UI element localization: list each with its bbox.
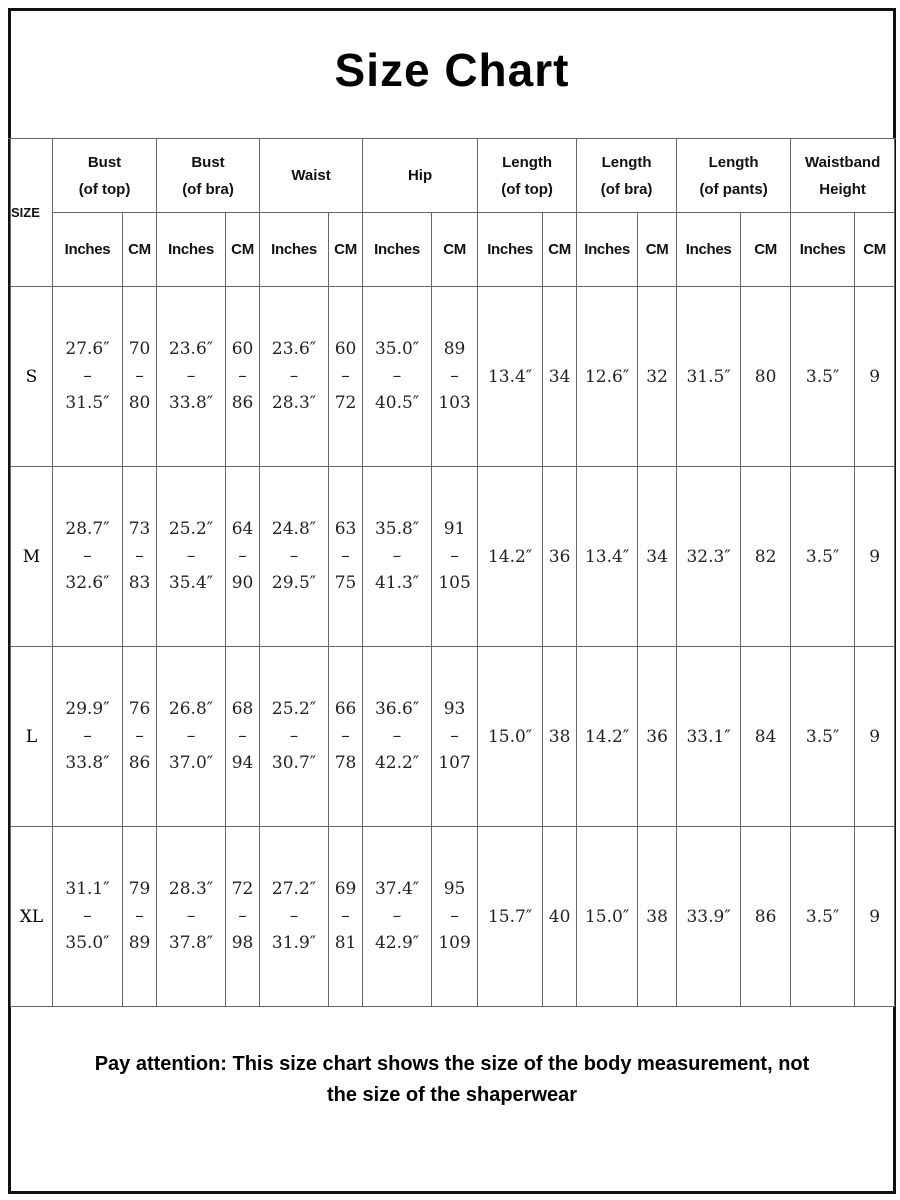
group-header-bust-bra: Bust (of bra) (157, 139, 260, 213)
measurement-cell: 33.1″ (677, 647, 741, 827)
unit-header: Inches (577, 213, 638, 287)
range-value: 27.6″ (65, 339, 110, 359)
unit-header: Inches (478, 213, 543, 287)
range-value: 89 (128, 933, 151, 953)
range-value: 79 (128, 879, 151, 899)
range-dash: – (83, 726, 92, 746)
table-row (11, 467, 895, 647)
range-value: 35.4″ (168, 573, 214, 593)
range-value: 76 (128, 699, 151, 719)
measurement-cell: 38 (638, 827, 677, 1007)
note-line-2: the size of the shaperwear (326, 1084, 578, 1106)
range-value: 72 (231, 879, 254, 899)
range-dash: – (186, 726, 196, 746)
range-value: 66 (334, 699, 357, 719)
unit-header: CM (638, 213, 677, 287)
measurement-range-cell (363, 827, 432, 1007)
measurement-cell: 40 (543, 827, 577, 1007)
range-value: 25.2″ (168, 519, 214, 539)
header-group-row (11, 139, 895, 213)
range-value: 75 (334, 573, 357, 593)
measurement-range-cell (53, 287, 123, 467)
measurement-range-cell (157, 467, 226, 647)
unit-header: CM (226, 213, 260, 287)
measurement-range-cell (363, 647, 432, 827)
group-header-waistband: Waistband Height (791, 139, 895, 213)
range-dash: – (289, 726, 299, 746)
measurement-range-cell (363, 287, 432, 467)
range-dash: – (238, 366, 247, 386)
group-header-length-bra: Length (of bra) (577, 139, 677, 213)
measurement-range-cell (123, 827, 157, 1007)
range-dash: – (341, 726, 350, 746)
measurement-cell: 34 (638, 467, 677, 647)
range-value: 31.9″ (271, 933, 317, 953)
range-dash: – (238, 906, 247, 926)
range-dash: – (186, 366, 196, 386)
measurement-cell: 31.5″ (677, 287, 741, 467)
range-dash: – (289, 366, 299, 386)
unit-header: Inches (791, 213, 855, 287)
range-value: 33.8″ (168, 393, 214, 413)
unit-header: CM (855, 213, 895, 287)
range-value: 42.9″ (374, 933, 420, 953)
range-value: 83 (128, 573, 151, 593)
range-value: 91 (443, 519, 466, 539)
range-dash: – (450, 366, 459, 386)
range-dash: – (341, 546, 350, 566)
measurement-range-cell (329, 827, 363, 1007)
measurement-cell: 3.5″ (791, 827, 855, 1007)
measurement-range-cell (329, 647, 363, 827)
measurement-cell: 32.3″ (677, 467, 741, 647)
measurement-cell: 82 (741, 467, 791, 647)
note-area (10, 1007, 894, 1191)
unit-header: CM (432, 213, 478, 287)
measurement-range-cell (53, 647, 123, 827)
range-value: 86 (231, 393, 254, 413)
range-dash: – (83, 366, 92, 386)
range-value: 37.4″ (374, 879, 420, 899)
range-value: 28.3″ (271, 393, 317, 413)
range-dash: – (450, 726, 459, 746)
measurement-cell: 34 (543, 287, 577, 467)
range-value: 70 (128, 339, 151, 359)
range-value: 73 (128, 519, 151, 539)
range-dash: – (341, 906, 350, 926)
range-value: 86 (128, 753, 151, 773)
note-line-1: Pay attention: This size chart shows the size of the body measurement, not (94, 1053, 810, 1075)
group-header-waist: Waist (260, 139, 363, 213)
unit-header: Inches (53, 213, 123, 287)
measurement-cell: 32 (638, 287, 677, 467)
range-value: 35.0″ (65, 933, 110, 953)
range-value: 26.8″ (168, 699, 214, 719)
unit-header: Inches (260, 213, 329, 287)
attention-note (95, 1049, 810, 1111)
measurement-cell: 13.4″ (577, 467, 638, 647)
range-dash: – (135, 546, 144, 566)
range-dash: – (83, 546, 92, 566)
range-dash: – (450, 906, 459, 926)
measurement-range-cell (123, 467, 157, 647)
measurement-cell: 13.4″ (478, 287, 543, 467)
measurement-range-cell (53, 467, 123, 647)
measurement-cell: 9 (855, 647, 895, 827)
range-dash: – (186, 546, 196, 566)
range-value: 72 (334, 393, 357, 413)
measurement-range-cell (260, 467, 329, 647)
measurement-cell: 9 (855, 287, 895, 467)
range-value: 35.0″ (374, 339, 420, 359)
size-label: L (11, 647, 53, 827)
range-value: 95 (443, 879, 466, 899)
measurement-cell: 15.7″ (478, 827, 543, 1007)
range-value: 60 (334, 339, 357, 359)
unit-header: Inches (157, 213, 226, 287)
range-dash: – (186, 906, 196, 926)
range-value: 93 (443, 699, 466, 719)
group-header-bust-top: Bust (of top) (53, 139, 157, 213)
measurement-cell: 3.5″ (791, 467, 855, 647)
measurement-range-cell (329, 287, 363, 467)
range-value: 27.2″ (271, 879, 317, 899)
size-label: M (11, 467, 53, 647)
range-dash: – (392, 906, 402, 926)
range-value: 90 (231, 573, 254, 593)
range-value: 30.7″ (271, 753, 317, 773)
measurement-range-cell (157, 827, 226, 1007)
size-label: S (11, 287, 53, 467)
measurement-range-cell (260, 287, 329, 467)
unit-header: CM (329, 213, 363, 287)
range-value: 36.6″ (374, 699, 420, 719)
measurement-cell: 3.5″ (791, 647, 855, 827)
table-row (11, 827, 895, 1007)
range-value: 23.6″ (271, 339, 317, 359)
range-dash: – (135, 366, 144, 386)
size-chart-table (10, 138, 895, 1007)
measurement-cell: 36 (638, 647, 677, 827)
range-dash: – (392, 546, 402, 566)
range-value: 31.1″ (65, 879, 110, 899)
measurement-cell: 9 (855, 827, 895, 1007)
range-value: 81 (334, 933, 357, 953)
unit-header: Inches (677, 213, 741, 287)
range-dash: – (83, 906, 92, 926)
header-unit-row (11, 213, 895, 287)
range-dash: – (135, 906, 144, 926)
range-value: 32.6″ (65, 573, 110, 593)
measurement-cell: 14.2″ (478, 467, 543, 647)
range-value: 25.2″ (271, 699, 317, 719)
range-dash: – (341, 366, 350, 386)
measurement-cell: 86 (741, 827, 791, 1007)
range-value: 69 (334, 879, 357, 899)
range-value: 41.3″ (374, 573, 420, 593)
unit-header: Inches (363, 213, 432, 287)
range-value: 89 (443, 339, 466, 359)
size-label: XL (11, 827, 53, 1007)
measurement-range-cell (226, 287, 260, 467)
measurement-range-cell (260, 647, 329, 827)
measurement-range-cell (329, 467, 363, 647)
table-row (11, 647, 895, 827)
measurement-cell: 80 (741, 287, 791, 467)
measurement-range-cell (123, 287, 157, 467)
measurement-cell: 33.9″ (677, 827, 741, 1007)
group-header-length-top: Length (of top) (478, 139, 577, 213)
unit-header: CM (543, 213, 577, 287)
measurement-cell: 84 (741, 647, 791, 827)
measurement-cell: 3.5″ (791, 287, 855, 467)
range-value: 78 (334, 753, 357, 773)
range-value: 23.6″ (168, 339, 214, 359)
range-value: 94 (231, 753, 254, 773)
range-dash: – (289, 906, 299, 926)
range-value: 28.7″ (65, 519, 110, 539)
range-value: 37.0″ (168, 753, 214, 773)
measurement-cell: 38 (543, 647, 577, 827)
measurement-cell: 15.0″ (577, 827, 638, 1007)
range-dash: – (450, 546, 459, 566)
measurement-range-cell (123, 647, 157, 827)
measurement-range-cell (432, 467, 478, 647)
range-dash: – (392, 366, 402, 386)
measurement-cell: 15.0″ (478, 647, 543, 827)
measurement-range-cell (432, 287, 478, 467)
range-dash: – (289, 546, 299, 566)
page-title: Size Chart (334, 44, 570, 96)
measurement-range-cell (226, 467, 260, 647)
title-area (8, 8, 896, 139)
range-value: 109 (438, 933, 471, 953)
range-value: 37.8″ (168, 933, 214, 953)
measurement-range-cell (260, 827, 329, 1007)
range-dash: – (392, 726, 402, 746)
range-value: 28.3″ (168, 879, 214, 899)
range-dash: – (238, 726, 247, 746)
measurement-range-cell (157, 647, 226, 827)
measurement-cell: 36 (543, 467, 577, 647)
measurement-range-cell (53, 827, 123, 1007)
group-header-hip: Hip (363, 139, 478, 213)
size-column-header: SIZE (11, 139, 53, 287)
range-value: 31.5″ (65, 393, 110, 413)
range-value: 80 (128, 393, 151, 413)
measurement-cell: 9 (855, 467, 895, 647)
range-value: 29.9″ (65, 699, 110, 719)
range-value: 98 (231, 933, 254, 953)
range-value: 63 (334, 519, 357, 539)
measurement-range-cell (363, 467, 432, 647)
measurement-cell: 14.2″ (577, 647, 638, 827)
range-value: 105 (438, 573, 471, 593)
unit-header: CM (741, 213, 791, 287)
range-value: 29.5″ (271, 573, 317, 593)
range-dash: – (135, 726, 144, 746)
unit-header: CM (123, 213, 157, 287)
range-value: 35.8″ (374, 519, 420, 539)
range-value: 42.2″ (374, 753, 420, 773)
range-value: 24.8″ (271, 519, 317, 539)
table-row (11, 287, 895, 467)
range-value: 68 (231, 699, 254, 719)
measurement-range-cell (432, 647, 478, 827)
measurement-range-cell (226, 827, 260, 1007)
measurement-range-cell (157, 287, 226, 467)
group-header-length-pants: Length (of pants) (677, 139, 791, 213)
measurement-range-cell (432, 827, 478, 1007)
measurement-cell: 12.6″ (577, 287, 638, 467)
range-value: 64 (231, 519, 254, 539)
range-value: 40.5″ (374, 393, 420, 413)
range-value: 33.8″ (65, 753, 110, 773)
range-dash: – (238, 546, 247, 566)
range-value: 103 (438, 393, 471, 413)
range-value: 107 (438, 753, 471, 773)
measurement-range-cell (226, 647, 260, 827)
range-value: 60 (231, 339, 254, 359)
